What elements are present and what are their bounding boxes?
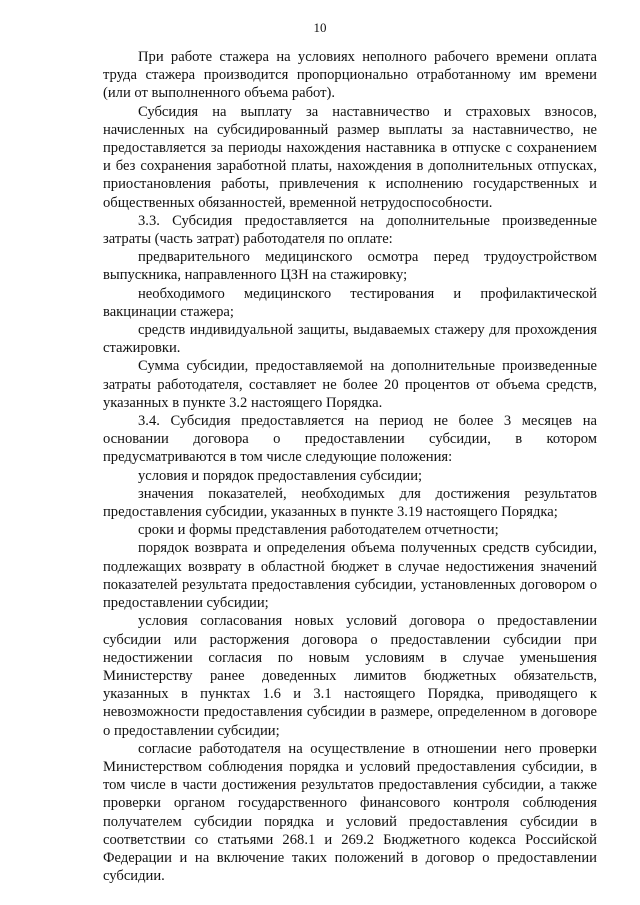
list-item-agreement-changes: условия согласования новых условий договора о предоставлении субсидии или расторжения договора о предоставлении субсидии при недостижении согласия по новым условиям в случае уменьшения Министерству ранее доведенных лимитов бюджетных обязательств, указанных в пунктах 1.6 и 3.1 настоящего Порядка, приводящего к невозможности предоставления субсидии в размере, определенном в договоре о предоставлении субсидии; [103,613,597,739]
list-item-indicators: значения показателей, необходимых для достижения результатов предоставления субсидии, указанных в пункте 3.19 настоящего Порядка; [103,485,597,521]
paragraph-3-4: 3.4. Субсидия предоставляется на период не более 3 месяцев на основании договора о предоставлении субсидии, в котором предусматриваются в том числе следующие положения: [103,413,597,466]
page-number: 10 [313,20,327,35]
paragraph-wage-proportional: При работе стажера на условиях неполного рабочего времени оплата труда стажера производится пропорционально отработанному им времени (или от выполненного объема работ). [103,49,597,102]
list-item-medical-exam: предварительного медицинского осмотра перед трудоустройством выпускника, направленного ЦЗН на стажировку; [103,249,597,284]
paragraph-3-3: 3.3. Субсидия предоставляется на дополнительные произведенные затраты (часть затрат) работодателя по оплате: [103,212,597,248]
list-item-refund-procedure: порядок возврата и определения объема полученных средств субсидии, подлежащих возврату в областной бюджет в случае недостижения значений показателей результата предоставления субсидии, установленных договором о предоставлении субсидии; [103,540,597,612]
list-item-conditions: условия и порядок предоставления субсидии; [138,467,423,484]
paragraph-mentor-subsidy-exclusions: Субсидия на выплату за наставничество и страховых взносов, начисленных на субсидированный размер выплаты за наставничество, не предоставляется за периоды нахождения наставника в отпуске с сохранением и без сохранения заработной платы, нахождения в дополнительных отпусках, приостановления работы, привлечения к исполнению государственных и общественных обязанностей, временной нетрудоспособности. [103,103,597,211]
list-item-testing-vaccination: необходимого медицинского тестирования и профилактической вакцинации стажера; [103,285,597,320]
list-item-protective-equipment: средств индивидуальной защиты, выдаваемых стажеру для прохождения стажировки. [103,322,597,357]
paragraph-subsidy-amount: Сумма субсидии, предоставляемой на дополнительные произведенные затраты работодателя, составляет не более 20 процентов от объема средств, указанных в пункте 3.2 настоящего Порядка. [103,358,597,411]
list-item-inspection-consent: согласие работодателя на осуществление в отношении него проверки Министерством соблюдения порядка и условий предоставления субсидии, в том числе в части достижения результатов предоставления субсидии, а также проверки органом государственного финансового контроля соблюдения получателем субсидии порядка и условий предоставления субсидии в соответствии со статьями 268.1 и 269.2 Бюджетного кодекса Российской Федерации и на включение таких положений в договор о предоставлении субсидии. [103,740,597,885]
list-item-reporting: сроки и формы представления работодателем отчетности; [138,522,499,539]
document-body [103,48,597,885]
